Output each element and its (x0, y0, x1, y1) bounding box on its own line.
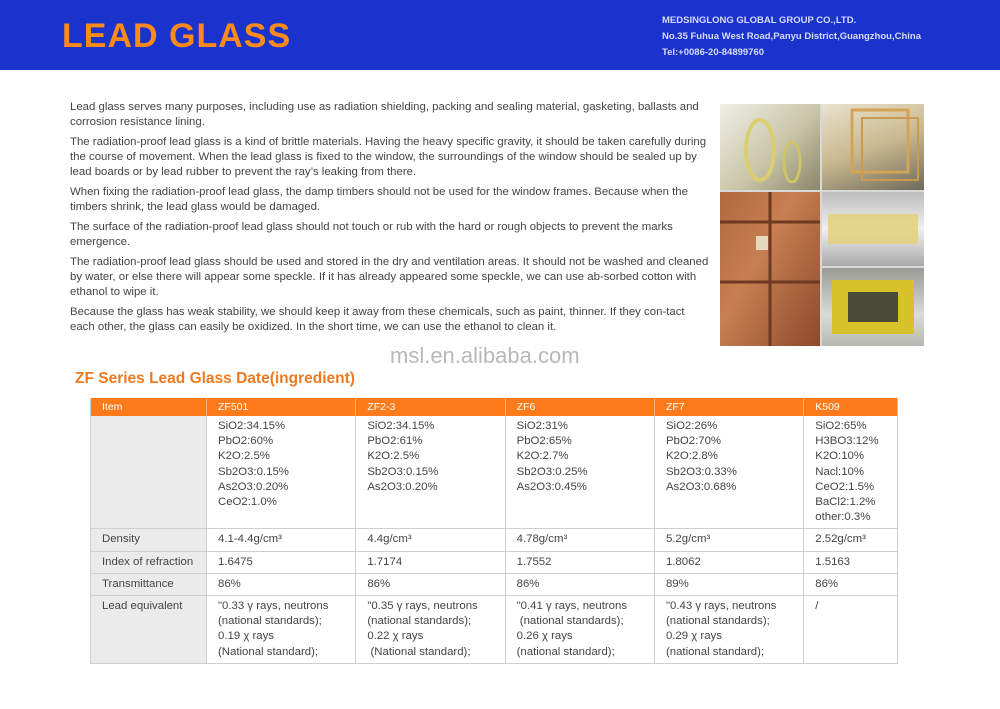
row-label (91, 416, 207, 529)
company-address: No.35 Fuhua West Road,Panyu District,Guangzhou,China (662, 31, 921, 42)
row-label: Density (91, 529, 207, 551)
lead-equivalent-cell: "0.43 γ rays, neutrons (national standards); 0.29 χ rays (national standard); (654, 596, 803, 664)
column-header: ZF2-3 (356, 398, 505, 416)
intro-paragraph: The radiation-proof lead glass is a kind of brittle materials. Having the heavy specific gravity, it should be taken carefully during the course of movement. When the lead glass is fixed to the window, the surroundings of the window should be sealed up by lead boards or by lead rubber to prevent the ray’s leaking from there. (70, 135, 707, 179)
table-cell: 4.1-4.4g/cm³ (207, 529, 356, 551)
lead-equivalent-cell: / (804, 596, 898, 664)
composition-cell: SiO2:31% PbO2:65% K2O:2.7% Sb2O3:0.25% As2O3:0.45% (505, 416, 654, 529)
table-header-row (91, 398, 898, 416)
table-cell: 86% (804, 573, 898, 595)
table-row (91, 596, 898, 664)
photo-glass-packed (822, 192, 924, 266)
row-label: Lead equivalent (91, 596, 207, 664)
composition-cell: SiO2:65% H3BO3:12% K2O:10% Nacl:10% CeO2:1.5% BaCl2:1.2% other:0.3% (804, 416, 898, 529)
composition-cell: SiO2:26% PbO2:70% K2O:2.8% Sb2O3:0.33% As2O3:0.68% (654, 416, 803, 529)
table-cell: 86% (505, 573, 654, 595)
table-title: ZF Series Lead Glass Date(ingredient) (75, 370, 355, 387)
photo-glass-panels (822, 104, 924, 190)
table-row (91, 529, 898, 551)
lead-equivalent-cell: "0.41 γ rays, neutrons (national standards); 0.26 χ rays (national standard); (505, 596, 654, 664)
table-cell: 4.4g/cm³ (356, 529, 505, 551)
table-cell: 1.7174 (356, 551, 505, 573)
table-cell: 1.8062 (654, 551, 803, 573)
table-cell: 4.78g/cm³ (505, 529, 654, 551)
table-cell: 1.6475 (207, 551, 356, 573)
table-cell: 1.7552 (505, 551, 654, 573)
intro-paragraph: Because the glass has weak stability, we should keep it away from these chemicals, such as paint, thinner. If they con-tact each other, the glass can easily be oxidized. In the short time, we can use the ethanol to clean it. (70, 305, 685, 334)
table-cell: 86% (207, 573, 356, 595)
column-header: K509 (804, 398, 898, 416)
intro-paragraph: The surface of the radiation-proof lead glass should not touch or rub with the hard or rough objects to prevent the marks emergence. (70, 220, 673, 249)
intro-paragraph: When fixing the radiation-proof lead glass, the damp timbers should not be used for the window frames. Because when the timbers shrink, the lead glass would be damaged. (70, 186, 688, 214)
product-photo-collage (720, 104, 924, 346)
company-name: MEDSINGLONG GLOBAL GROUP CO.,LTD. (662, 15, 857, 26)
company-tel: Tel:+0086-20-84899760 (662, 47, 765, 58)
company-info (662, 13, 921, 61)
table-row (91, 573, 898, 595)
row-label: Index of refraction (91, 551, 207, 573)
page-title: LEAD GLASS (62, 17, 292, 55)
column-header: ZF6 (505, 398, 654, 416)
table-cell: 1.5163 (804, 551, 898, 573)
photo-glass-discs (720, 104, 820, 190)
intro-text (70, 100, 710, 340)
header-banner (0, 0, 1000, 70)
photo-glass-block (822, 268, 924, 346)
watermark: msl.en.alibaba.com (390, 343, 580, 368)
row-label: Transmittance (91, 573, 207, 595)
photo-wooden-crate (720, 192, 820, 346)
column-header: ZF501 (207, 398, 356, 416)
intro-paragraph: The radiation-proof lead glass should be used and stored in the dry and ventilation areas. It should not be washed and cleaned by water, or else there will appear some speckle. If it has already appeared some speckle, we can use ab-sorbed cotton with ethanol to wipe it. (70, 255, 709, 299)
intro-paragraph: Lead glass serves many purposes, including use as radiation shielding, packing and sealing material, gasketing, ballasts and corrosion resistance lining. (70, 101, 699, 129)
table-row (91, 416, 898, 529)
table-cell: 5.2g/cm³ (654, 529, 803, 551)
table-row (91, 551, 898, 573)
composition-cell: SiO2:34.15% PbO2:60% K2O:2.5% Sb2O3:0.15% As2O3:0.20% CeO2:1.0% (207, 416, 356, 529)
table-cell: 2.52g/cm³ (804, 529, 898, 551)
composition-cell: SiO2:34.15% PbO2:61% K2O:2.5% Sb2O3:0.15% As2O3:0.20% (356, 416, 505, 529)
column-header: ZF7 (654, 398, 803, 416)
spec-table (90, 398, 898, 664)
table-cell: 89% (654, 573, 803, 595)
column-header: Item (91, 398, 207, 416)
lead-equivalent-cell: "0.35 γ rays, neutrons (national standards); 0.22 χ rays (National standard); (356, 596, 505, 664)
table-cell: 86% (356, 573, 505, 595)
lead-equivalent-cell: "0.33 γ rays, neutrons (national standards); 0.19 χ rays (National standard); (207, 596, 356, 664)
